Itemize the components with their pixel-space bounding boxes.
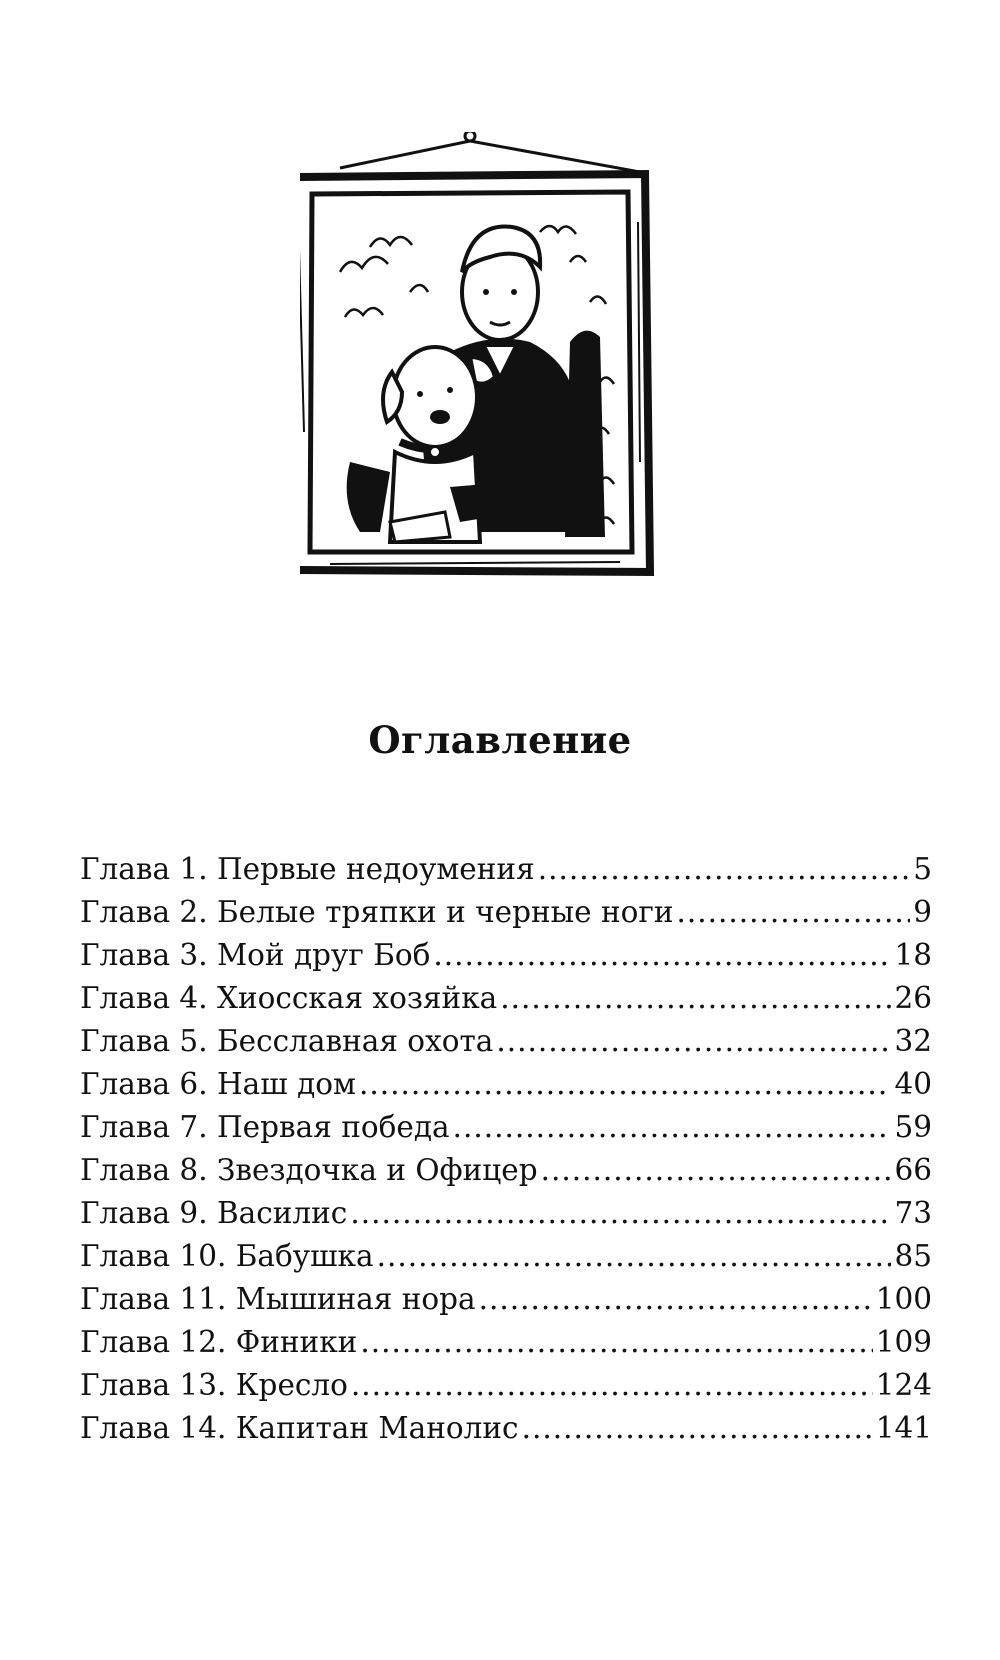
toc-entry-page: 66 — [894, 1153, 932, 1187]
toc-dot-leader — [433, 934, 891, 977]
toc-entry-title: Глава 2. Белые тряпки и черные ноги — [80, 895, 674, 929]
toc-entry[interactable] — [80, 1149, 932, 1192]
toc-dot-leader — [479, 1278, 873, 1321]
toc-dot-leader — [522, 1407, 873, 1450]
toc-entry-title: Глава 6. Наш дом — [80, 1067, 356, 1101]
toc-dot-leader — [359, 1063, 892, 1106]
toc-entry-page: 18 — [894, 938, 932, 972]
toc-entry-title: Глава 8. Звездочка и Офицер — [80, 1153, 538, 1187]
table-of-contents — [80, 848, 932, 1450]
toc-entry-page: 141 — [875, 1411, 932, 1445]
toc-entry-page: 124 — [875, 1368, 932, 1402]
toc-entry-title: Глава 5. Бесславная охота — [80, 1024, 494, 1058]
toc-entry-title: Глава 9. Василис — [80, 1196, 348, 1230]
toc-entry[interactable] — [80, 934, 932, 977]
toc-entry-page: 26 — [894, 981, 932, 1015]
framed-portrait-illustration — [300, 132, 700, 612]
toc-entry[interactable] — [80, 891, 932, 934]
toc-dot-leader — [350, 1192, 891, 1235]
toc-dot-leader — [351, 1364, 873, 1407]
toc-dot-leader — [500, 977, 891, 1020]
toc-entry-title: Глава 3. Мой друг Боб — [80, 938, 431, 972]
toc-entry[interactable] — [80, 977, 932, 1020]
toc-dot-leader — [496, 1020, 891, 1063]
toc-entry-page: 59 — [894, 1110, 932, 1144]
toc-entry[interactable] — [80, 1364, 932, 1407]
toc-entry-page: 85 — [894, 1239, 932, 1273]
toc-entry[interactable] — [80, 1192, 932, 1235]
toc-entry-page: 73 — [894, 1196, 932, 1230]
toc-entry[interactable] — [80, 1235, 932, 1278]
toc-entry-page: 5 — [913, 852, 932, 886]
toc-entry-page: 100 — [875, 1282, 932, 1316]
toc-entry-title: Глава 11. Мышиная нора — [80, 1282, 476, 1316]
toc-dot-leader — [538, 848, 911, 891]
toc-entry-page: 32 — [894, 1024, 932, 1058]
toc-dot-leader — [541, 1149, 892, 1192]
toc-entry[interactable] — [80, 1020, 932, 1063]
toc-entry-title: Глава 14. Капитан Манолис — [80, 1411, 519, 1445]
toc-entry-title: Глава 7. Первая победа — [80, 1110, 450, 1144]
toc-entry-page: 109 — [875, 1325, 932, 1359]
toc-dot-leader — [377, 1235, 892, 1278]
toc-dot-leader — [360, 1321, 872, 1364]
portrait-drawing — [300, 132, 700, 612]
toc-entry-page: 9 — [913, 895, 932, 929]
toc-entry-title: Глава 4. Хиосская хозяйка — [80, 981, 498, 1015]
toc-dot-leader — [453, 1106, 892, 1149]
toc-entry[interactable] — [80, 1407, 932, 1450]
toc-entry[interactable] — [80, 1278, 932, 1321]
toc-entry-page: 40 — [894, 1067, 932, 1101]
toc-entry[interactable] — [80, 1106, 932, 1149]
toc-entry-title: Глава 13. Кресло — [80, 1368, 348, 1402]
page-title: Оглавление — [368, 718, 632, 762]
toc-entry-title: Глава 1. Первые недоумения — [80, 852, 535, 886]
toc-entry[interactable] — [80, 848, 932, 891]
toc-entry[interactable] — [80, 1063, 932, 1106]
toc-entry[interactable] — [80, 1321, 932, 1364]
toc-dot-leader — [677, 891, 911, 934]
toc-entry-title: Глава 10. Бабушка — [80, 1239, 374, 1273]
toc-entry-title: Глава 12. Финики — [80, 1325, 358, 1359]
